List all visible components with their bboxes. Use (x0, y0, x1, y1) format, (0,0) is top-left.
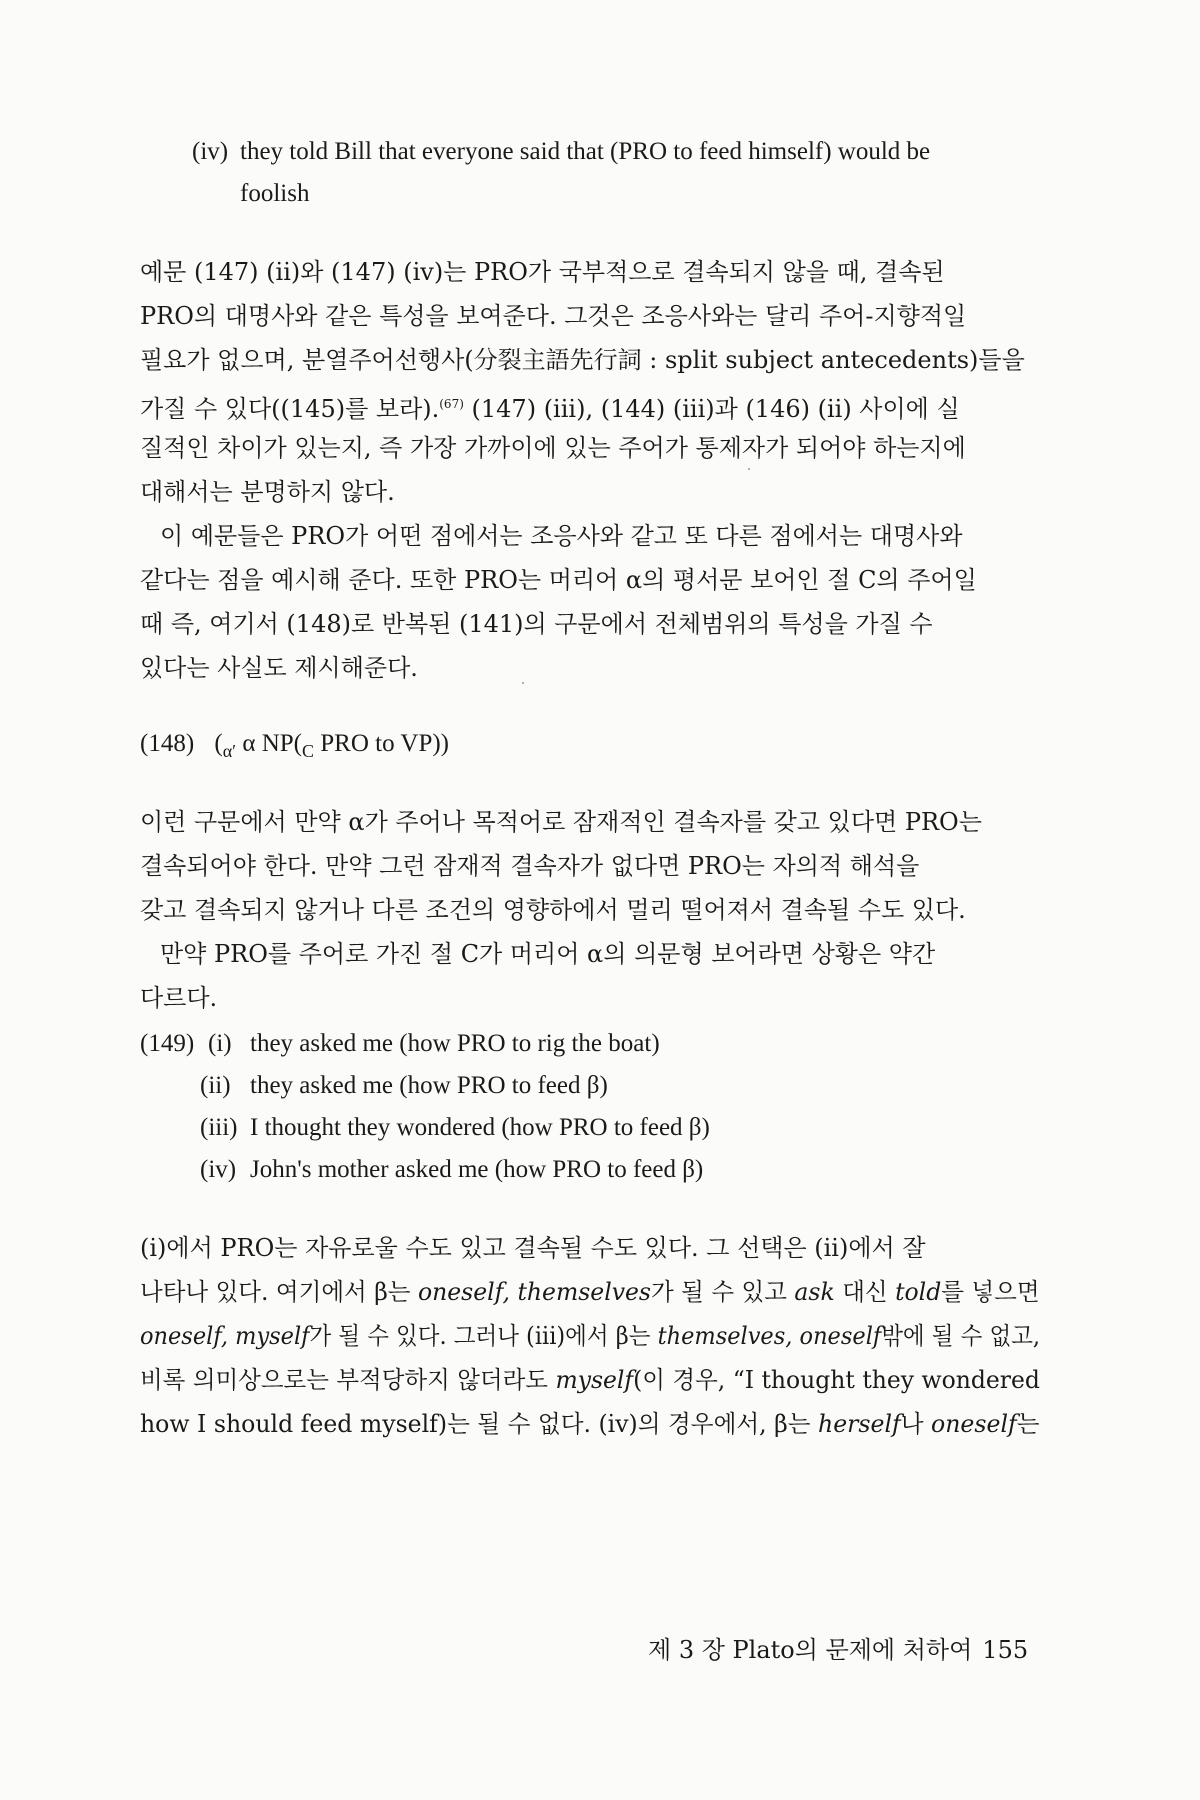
example-148-mid: α NP( (242, 730, 302, 757)
para5-line4 (140, 1364, 1040, 1396)
example-148-c-subscript: C (302, 741, 315, 761)
para5-line2-italic3: told (895, 1278, 942, 1306)
example-iv-text-line2: foolish (240, 180, 310, 207)
para1-line6: 대해서는 분명하지 않다. (140, 478, 395, 506)
para5-line5-italic1: herself (818, 1410, 901, 1438)
para1-line3: 필요가 없으며, 분열주어선행사(分裂主語先行詞 : split subject antecedents)들을 (140, 346, 1025, 374)
scan-speck (522, 682, 524, 684)
example-149-i-text: they asked me (how PRO to rig the boat) (250, 1030, 660, 1057)
para2-line4: 있다는 사실도 제시해준다. (140, 654, 418, 682)
example-149-ii-label: (ii) (200, 1072, 231, 1099)
para1-line4 (140, 388, 960, 425)
para3-line2: 결속되어야 한다. 만약 그런 잠재적 결속자가 없다면 PRO는 자의적 해석을 (140, 852, 920, 880)
footnote-ref-67: (67) (439, 397, 464, 411)
para5-line2-italic1: oneself, themselves (417, 1278, 651, 1306)
para3-line3: 갖고 결속되지 않거나 다른 조건의 영향하에서 멀리 떨어져서 결속될 수도 있다. (140, 896, 966, 924)
para5-line5-c: 는 (1016, 1410, 1040, 1438)
para2-line1: 이 예문들은 PRO가 어떤 점에서는 조응사와 같고 또 다른 점에서는 대명사와 (160, 522, 963, 550)
para4-line1: 만약 PRO를 주어로 가진 절 C가 머리어 α의 의문형 보어라면 상황은 약간 (160, 940, 936, 968)
para5-line4-a: 비록 의미상으로는 부적당하지 않더라도 (140, 1366, 556, 1394)
para5-line2-b: 가 될 수 있고 (650, 1278, 795, 1306)
para1-line5: 질적인 차이가 있는지, 즉 가장 가까이에 있는 주어가 통제자가 되어야 하는지에 (140, 434, 966, 462)
example-iv-text-line1: they told Bill that everyone said that (PRO to feed himself) would be (240, 138, 931, 165)
para5-line2-a: 나타나 있다. 여기에서 β는 (140, 1278, 418, 1306)
para5-line5-a: how I should feed myself)는 될 수 없다. (iv)의 경우에서, β는 (140, 1410, 819, 1438)
example-149-iii-label: (iii) (200, 1114, 238, 1141)
para5-line5-italic2: oneself (931, 1410, 1017, 1438)
para5-line4-b: (이 경우, “I thought they wondered (633, 1366, 1040, 1394)
para5-line1: (i)에서 PRO는 자유로울 수도 있고 결속될 수도 있다. 그 선택은 (ii)에서 잘 (140, 1234, 926, 1262)
example-148-alpha-prime: α′ (222, 741, 237, 761)
example-148-tail: PRO to VP)) (320, 730, 450, 757)
para3-line1: 이런 구문에서 만약 α가 주어나 목적어로 잠재적인 결속자를 갖고 있다면 PRO는 (140, 808, 982, 836)
para5-line4-italic1: myself (555, 1366, 634, 1394)
para2-line3: 때 즉, 여기서 (148)로 반복된 (141)의 구문에서 전체범위의 특성을 가질 수 (140, 610, 933, 638)
example-149-i-label: (i) (208, 1030, 232, 1057)
para5-line5 (140, 1408, 1039, 1440)
example-149-number: (149) (140, 1030, 195, 1057)
para5-line2-italic2: ask (794, 1278, 835, 1306)
para1-line4-text: 가질 수 있다((145)를 보라). (140, 395, 440, 423)
para2-line2: 같다는 점을 예시해 준다. 또한 PRO는 머리어 α의 평서문 보어인 절 C의 주어일 (140, 566, 977, 594)
example-149-iv-label: (iv) (200, 1156, 237, 1183)
para5-line2-c: 대신 (834, 1278, 896, 1306)
para5-line3-a: 가 될 수 있다. 그러나 (iii)에서 β는 (309, 1322, 658, 1350)
page-footer (648, 1630, 1029, 1665)
para1-line4-tail: (147) (iii), (144) (iii)과 (146) (ii) 사이에 실 (471, 395, 960, 423)
para5-line2 (140, 1276, 1040, 1308)
example-149-ii-text: they asked me (how PRO to feed β) (250, 1072, 608, 1099)
para5-line3-b: 밖에 될 수 없고, (881, 1322, 1041, 1350)
para1-line1: 예문 (147) (ii)와 (147) (iv)는 PRO가 국부적으로 결속되지 않을 때, 결속된 (140, 258, 945, 286)
para5-line5-b: 나 (900, 1410, 932, 1438)
example-149-iv-text: John's mother asked me (how PRO to feed β) (250, 1156, 704, 1183)
example-149-iii-text: I thought they wondered (how PRO to feed β) (250, 1114, 710, 1141)
running-head: 제 3 장 Plato의 문제에 처하여 (648, 1636, 973, 1664)
page-number: 155 (982, 1636, 1029, 1664)
example-148 (140, 728, 449, 767)
para5-line2-d: 를 넣으면 (941, 1278, 1040, 1306)
para5-line3-italic1: oneself, myself (140, 1322, 310, 1350)
example-148-number: (148) (140, 730, 195, 757)
example-148-open-bracket: ( (214, 730, 223, 757)
scan-speck (748, 468, 750, 470)
para1-line2: PRO의 대명사와 같은 특성을 보여준다. 그것은 조응사와는 달리 주어-지향적일 (140, 302, 967, 330)
para5-line3 (140, 1320, 1040, 1352)
example-iv-number: (iv) (192, 138, 229, 165)
para5-line3-italic2: themselves, oneself (657, 1322, 882, 1350)
para4-line2: 다르다. (140, 984, 218, 1012)
